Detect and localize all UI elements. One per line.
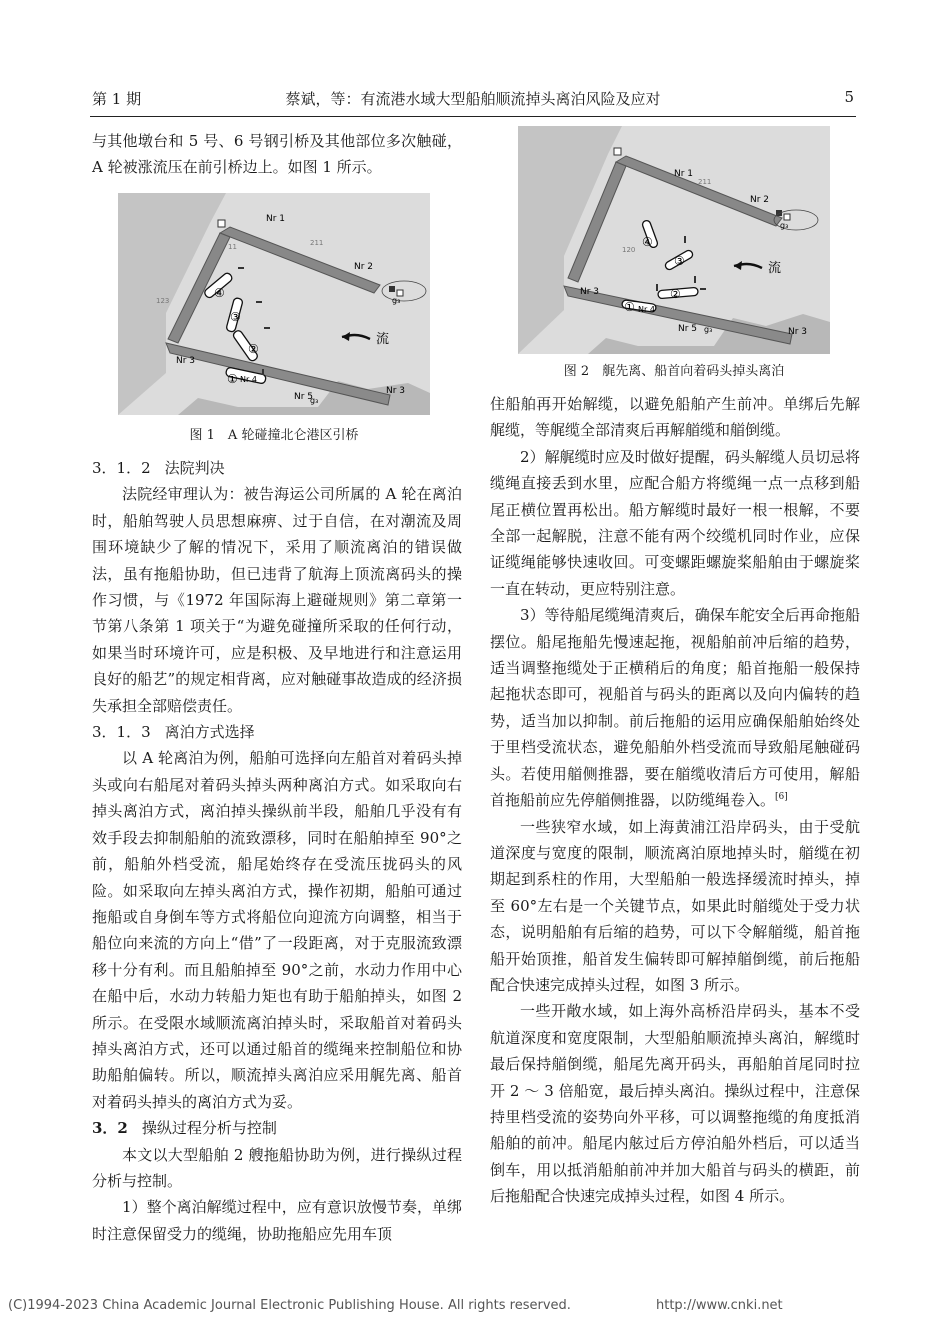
section-3-2-number: 3．2 (92, 1119, 128, 1138)
court-paragraph: 法院经审理认为：被告海运公司所属的 A 轮在离泊时，船舶驾驶人员思想麻痹、过于自信，在对潮流及周围环境缺少了解的情况下，采用了顺流离泊的错误做法，虽有拖船协助，但已违背了航海上顶流离码头的操作习惯，与《1972 年国际海上避碰规则》第二章第一节第八条第 1 项关于“为避免碰撞所采取的任何行动，如果当时环境许可，应是积极、及早地进行和注意运用良好的船艺”的规定相背离，应对触碰事故造成的经济损失承担全部赔偿责任。 (92, 485, 462, 715)
section-3-1-2-heading (92, 455, 462, 481)
choice-paragraph: 以 A 轮离泊为例，船舶可选择向左船首对着码头掉头或向右船尾对着码头掉头两种离泊方式。如采取向右掉头离泊方式，离泊掉头操纵前半段，船舶几乎没有有效手段去抑制船舶的流致漂移，同时在船舶掉至 90°之前，船舶外档受流，船尾始终存在受流压拢码头的风险。如采取向左掉头离泊方式，操作初期，船舶可通过拖船或自身倒车等方式将船位向迎流方向调整，相当于船位向来流的方向上“借”了一段距离，对于克服流致漂移十分有利。而且船舶掉至 90°之前，水动力作用中心在船中后，水动力转船力矩也有助于船舶掉头，如图 2 所示。在受限水域顺流离泊掉头时，采取船首对着码头掉头离泊方式，还可以通过船首的缆绳来控制船位和协助船舶偏转。所以，顺流掉头离泊应采用艉先离、船首对着码头掉头的离泊方式为妥。 (92, 749, 462, 1111)
section-3-1-3-heading (92, 719, 462, 745)
figure-1-caption: 图 1 A 轮碰撞北仑港区引桥 (189, 428, 359, 443)
section-3-2-heading (92, 1115, 462, 1141)
right-column-body (490, 391, 860, 1210)
figure-1 (118, 193, 430, 415)
section-3-1-2-number: 3．1．2 (92, 459, 151, 477)
fig1-step-4: ④ (214, 286, 225, 300)
page-number: 5 (844, 88, 854, 106)
fig1-label-nr1: Nr 1 (266, 214, 286, 224)
section-3-2-title: 操纵过程分析与控制 (141, 1119, 277, 1138)
fig2-label-nr5: Nr 5 (678, 324, 698, 334)
step-3-paragraph (490, 602, 860, 813)
figure-1-map (118, 193, 430, 415)
left-column-body (92, 455, 462, 1247)
fig2-step-3: ③ (674, 254, 685, 268)
fig2-label-g3b: g₃ (780, 221, 789, 230)
section-3-1-3-number: 3．1．3 (92, 723, 151, 742)
fig2-label-g3a: g₃ (704, 325, 713, 334)
fig2-step-4: ④ (642, 235, 653, 249)
fig2-step-2: ② (670, 287, 681, 301)
fig1-label-g3a: g₃ (310, 396, 319, 405)
section-3-1-2-title: 法院判决 (164, 459, 225, 477)
fig1-label-211: 211 (310, 239, 324, 247)
fig1-label-nr3b: Nr 3 (386, 386, 406, 396)
copyright-notice: (C)1994-2023 China Academic Journal Electronic Publishing House. All rights reserved. (8, 1298, 571, 1313)
fig2-label-nr3: Nr 3 (580, 287, 600, 297)
reference-6[interactable]: [6] (775, 792, 788, 803)
fig2-flow-label: 流 (768, 261, 782, 276)
figure-2-map (518, 126, 830, 354)
fig1-flow-label: 流 (376, 332, 390, 347)
step-2-paragraph: 2）解艉缆时应及时做好提醒，码头解缆人员切忌将缆绳直接丢到水里，应配合船方将缆绳一点一点移到船尾正横位置再松出。船方解缆时最好一根一根解，不要全部一起解脱，注意不能有两个绞缆机同时作业，应保证缆绳能够快速收回。可变螺距螺旋桨船舶由于螺旋桨一直在转动，更应特别注意。 (490, 447, 860, 598)
fig2-label-nr4: Nr 4 (638, 305, 655, 314)
figure-2-caption: 图 2 艉先离、船首向着码头掉头离泊 (563, 364, 785, 379)
fig1-label-g3b: g₃ (392, 296, 401, 305)
figure-2 (518, 126, 830, 354)
section-3-2-paragraph: 本文以大型船舶 2 艘拖船协助为例，进行操纵过程分析与控制。 (92, 1145, 462, 1190)
step-3-text: 3）等待船尾缆绳清爽后，确保车舵安全后再命拖船摆位。船尾拖船先慢速起拖，视船舶前冲后缩的趋势，适当调整拖缆处于正横稍后的角度；船首拖船一般保持起拖状态即可，视船首与码头的距离以及向内偏转的趋势，适当加以抑制。前后拖船的运用应确保船舶始终处于里档受流状态，避免船舶外档受流而导致船尾触碰码头。若使用艏侧推器，要在艏缆收清后方可使用，解船首拖船前应先停艏侧推器，以防缆绳卷入。 (490, 606, 860, 810)
fig1-label-nr2: Nr 2 (354, 262, 374, 272)
fig1-label-11: 11 (228, 243, 237, 251)
fig2-label-nr3b: Nr 3 (788, 327, 808, 337)
fig2-label-120: 120 (622, 246, 636, 254)
footer-url[interactable]: http://www.cnki.net (656, 1298, 783, 1313)
fig1-step-1: ① (227, 372, 238, 386)
open-water-paragraph: 一些开敞水域，如上海外高桥沿岸码头，基本不受航道深度和宽度限制，大型船舶顺流掉头离泊，解缆时最后保持艏倒缆，船尾先离开码头，再船舶首尾同时拉开 2 ～ 3 倍船宽，最后掉头离泊。操纵过程中，注意保持里档受流的姿势向外平移，可以调整拖缆的角度抵消船舶的前冲。船尾内舷过后方停泊船外档后，可以适当倒车，用以抵消船舶前冲并加大船首与码头的横距，前后拖船配合快速完成掉头过程，如图 4 所示。 (490, 1002, 860, 1206)
fig1-step-2: ② (248, 342, 259, 356)
running-title: 蔡斌，等：有流港水域大型船舶顺流掉头离泊风险及应对 (285, 90, 661, 108)
narrow-water-paragraph: 一些狭窄水域，如上海黄浦江沿岸码头，由于受航道深度与宽度的限制，顺流离泊原地掉头时，艏缆在初期起到系柱的作用，大型船舶一般选择缓流时掉头，掉至 60°左右是一个关键节点，如果此时艏缆处于受力状态，说明船舶有后缩的趋势，可以下令解艏缆，船首拖船开始顶推，船首发生偏转即可解掉艏倒缆，前后拖船配合快速完成掉头过程，如图 3 所示。 (490, 817, 860, 994)
fig1-label-nr5: Nr 5 (294, 392, 314, 402)
fig2-label-211: 211 (698, 178, 712, 186)
fig1-label-nr3: Nr 3 (176, 356, 196, 366)
fig2-label-nr1: Nr 1 (674, 169, 694, 179)
running-header (92, 88, 854, 112)
intro-paragraph: 与其他墩台和 5 号、6 号钢引桥及其他部位多次触碰，A 轮被涨流压在前引桥边上。如图 1 所示。 (92, 132, 462, 177)
issue-label: 第 1 期 (92, 90, 142, 108)
continued-paragraph: 住船舶再开始解缆，以避免船舶产生前冲。单绑后先解艉缆，等艉缆全部清爽后再解艏缆和艏倒缆。 (490, 395, 860, 440)
fig2-step-1: ① (624, 300, 635, 314)
fig2-label-nr2: Nr 2 (750, 195, 770, 205)
left-column-intro (92, 128, 462, 181)
header-rule (90, 116, 856, 117)
fig1-label-123: 123 (156, 297, 170, 305)
fig1-label-nr4: Nr 4 (240, 375, 257, 384)
section-3-1-3-title: 离泊方式选择 (164, 723, 255, 742)
fig1-step-3: ③ (230, 310, 241, 324)
step-1-paragraph: 1）整个离泊解缆过程中，应有意识放慢节奏，单绑时注意保留受力的缆绳，协助拖船应先用车顶 (92, 1198, 462, 1243)
